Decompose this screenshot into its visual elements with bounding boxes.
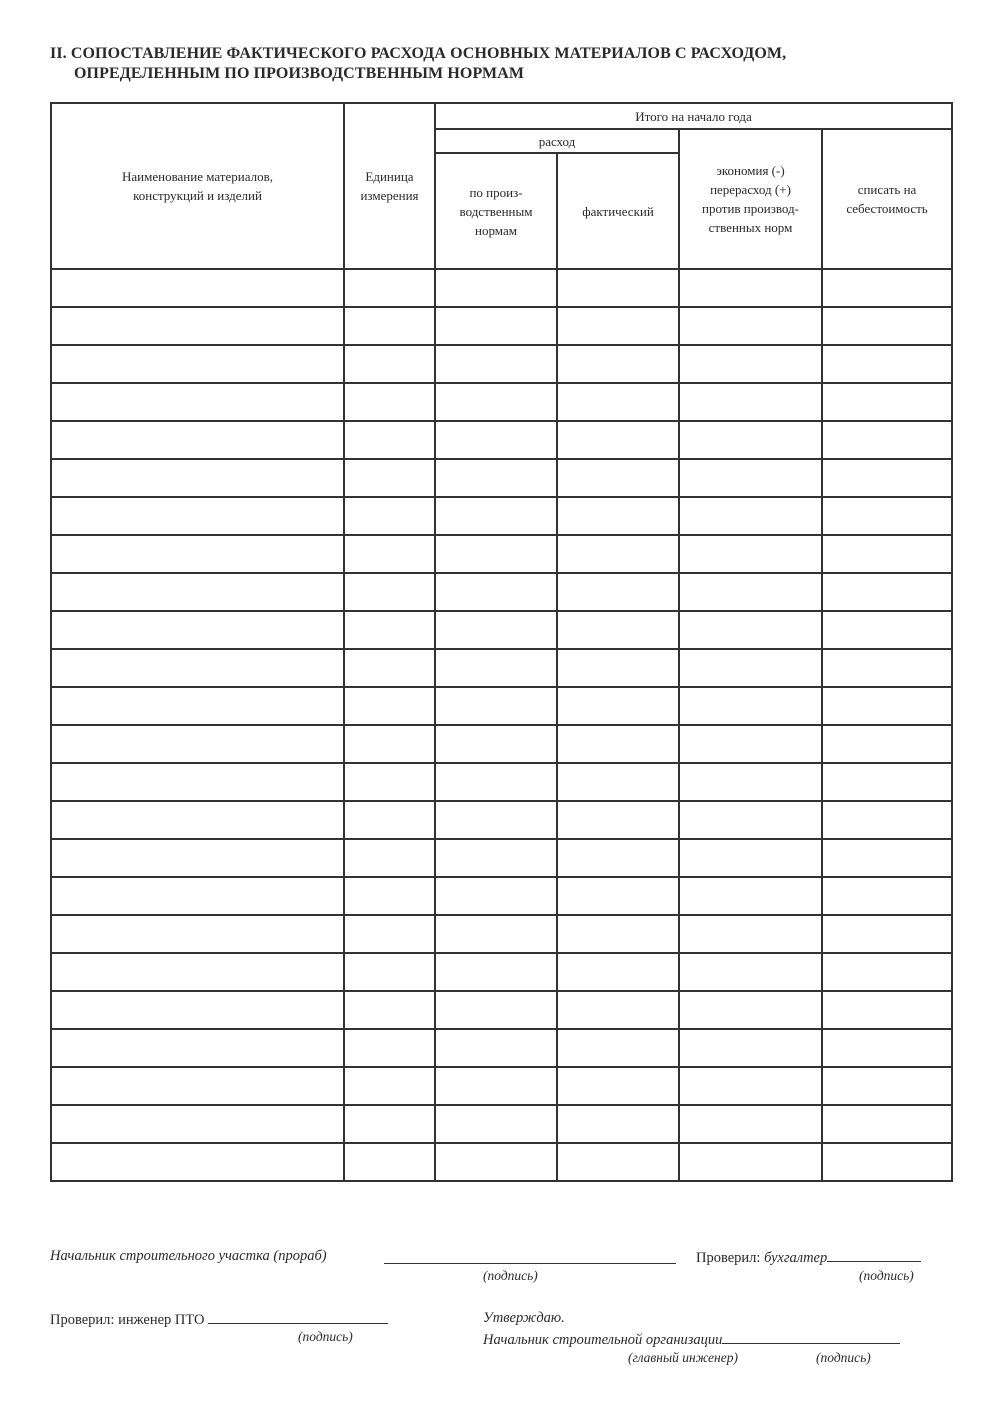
materials-table: [50, 102, 953, 1182]
table-cell[interactable]: [679, 573, 822, 611]
table-cell[interactable]: [51, 1143, 344, 1181]
table-cell[interactable]: [435, 497, 557, 535]
table-row: [51, 1143, 952, 1181]
table-cell[interactable]: [51, 1067, 344, 1105]
table-row: [51, 1029, 952, 1067]
table-cell[interactable]: [557, 801, 679, 839]
table-cell[interactable]: [557, 1029, 679, 1067]
table-cell[interactable]: [435, 953, 557, 991]
header-total-start-year: Итого на начало года: [435, 103, 952, 129]
table-row: [51, 801, 952, 839]
table-cell[interactable]: [822, 1105, 952, 1143]
table-row: [51, 421, 952, 459]
page-title: [50, 44, 950, 84]
table-cell[interactable]: [679, 877, 822, 915]
table-cell[interactable]: [344, 801, 435, 839]
table-cell[interactable]: [679, 459, 822, 497]
table-cell[interactable]: [679, 307, 822, 345]
table-cell[interactable]: [557, 649, 679, 687]
table-cell[interactable]: [435, 573, 557, 611]
table-row: [51, 573, 952, 611]
table-row: [51, 953, 952, 991]
table-cell[interactable]: [557, 307, 679, 345]
table-cell[interactable]: [435, 1067, 557, 1105]
table-cell[interactable]: [557, 345, 679, 383]
site-chief-label: Начальник строительного участка (прораб): [50, 1248, 327, 1264]
table-cell[interactable]: [344, 687, 435, 725]
table-cell[interactable]: [679, 497, 822, 535]
table-cell[interactable]: [679, 1029, 822, 1067]
table-row: [51, 535, 952, 573]
table-cell[interactable]: [679, 535, 822, 573]
table-cell[interactable]: [822, 953, 952, 991]
table-row: [51, 687, 952, 725]
table-cell[interactable]: [557, 459, 679, 497]
table-row: [51, 877, 952, 915]
table-row: [51, 725, 952, 763]
table-cell[interactable]: [822, 497, 952, 535]
table-cell[interactable]: [557, 1105, 679, 1143]
table-cell[interactable]: [679, 383, 822, 421]
table-row: [51, 497, 952, 535]
table-cell[interactable]: [51, 877, 344, 915]
table-row: [51, 269, 952, 307]
table-cell[interactable]: [822, 535, 952, 573]
table-cell[interactable]: [344, 573, 435, 611]
table-cell[interactable]: [344, 345, 435, 383]
table-cell[interactable]: [51, 383, 344, 421]
header-consumption: расход: [435, 129, 679, 153]
table-cell[interactable]: [435, 877, 557, 915]
table-cell[interactable]: [51, 573, 344, 611]
table-cell[interactable]: [344, 991, 435, 1029]
table-cell[interactable]: [822, 421, 952, 459]
header-by-norms: по произ-водственным нормам: [435, 153, 557, 269]
table-cell[interactable]: [51, 991, 344, 1029]
engineer-signature-line[interactable]: [208, 1310, 388, 1324]
table-cell[interactable]: [435, 763, 557, 801]
table-cell[interactable]: [344, 877, 435, 915]
table-cell[interactable]: [822, 269, 952, 307]
table-row: [51, 649, 952, 687]
table-row: [51, 839, 952, 877]
header-material-name: Наименование материалов, конструкций и изделий: [51, 103, 344, 269]
table-cell[interactable]: [822, 573, 952, 611]
table-cell[interactable]: [679, 915, 822, 953]
table-cell[interactable]: [344, 535, 435, 573]
table-cell[interactable]: [51, 725, 344, 763]
table-cell[interactable]: [557, 497, 679, 535]
header-unit: Единица измерения: [344, 103, 435, 269]
table-cell[interactable]: [344, 725, 435, 763]
table-cell[interactable]: [435, 991, 557, 1029]
header-write-off: списать на себестоимость: [822, 129, 952, 269]
table-cell[interactable]: [344, 1105, 435, 1143]
table-cell[interactable]: [435, 345, 557, 383]
table-cell[interactable]: [557, 725, 679, 763]
table-cell[interactable]: [344, 1143, 435, 1181]
table-cell[interactable]: [51, 953, 344, 991]
org-chief-text: Начальник строительной организации: [483, 1332, 723, 1348]
org-chief-label: [483, 1330, 900, 1349]
table-cell[interactable]: [435, 687, 557, 725]
table-cell[interactable]: [822, 877, 952, 915]
table-cell[interactable]: [51, 459, 344, 497]
table-cell[interactable]: [557, 383, 679, 421]
table-cell[interactable]: [822, 649, 952, 687]
table-row: [51, 1067, 952, 1105]
table-cell[interactable]: [557, 421, 679, 459]
table-cell[interactable]: [344, 383, 435, 421]
table-cell[interactable]: [822, 915, 952, 953]
table-row: [51, 307, 952, 345]
table-cell[interactable]: [557, 991, 679, 1029]
checked-accountant-role: бухгалтер: [764, 1250, 828, 1266]
table-cell[interactable]: [435, 801, 557, 839]
org-chief-caption: (подпись): [816, 1350, 871, 1365]
table-cell[interactable]: [822, 839, 952, 877]
table-cell[interactable]: [435, 1143, 557, 1181]
checked-accountant-prefix: Проверил:: [696, 1250, 761, 1266]
table-cell[interactable]: [679, 649, 822, 687]
table-cell[interactable]: [679, 839, 822, 877]
table-row: [51, 345, 952, 383]
table-cell[interactable]: [822, 1143, 952, 1181]
table-cell[interactable]: [679, 801, 822, 839]
table-cell[interactable]: [435, 535, 557, 573]
table-cell[interactable]: [822, 459, 952, 497]
table-cell[interactable]: [822, 611, 952, 649]
site-chief-caption: (подпись): [483, 1268, 538, 1283]
table-cell[interactable]: [344, 307, 435, 345]
table-cell[interactable]: [435, 459, 557, 497]
table-cell[interactable]: [344, 269, 435, 307]
table-cell[interactable]: [51, 269, 344, 307]
table-row: [51, 459, 952, 497]
table-row: [51, 991, 952, 1029]
table-cell[interactable]: [435, 421, 557, 459]
site-chief-signature-line[interactable]: [384, 1250, 676, 1264]
table-cell[interactable]: [822, 725, 952, 763]
table-cell[interactable]: [679, 1105, 822, 1143]
table-cell[interactable]: [557, 611, 679, 649]
table-row: [51, 611, 952, 649]
table-cell[interactable]: [557, 1143, 679, 1181]
table-cell[interactable]: [344, 1067, 435, 1105]
table-cell[interactable]: [344, 611, 435, 649]
header-economy-overrun: экономия (-) перерасход (+) против производ-ственных норм: [679, 129, 822, 269]
approve-label: Утверждаю.: [483, 1310, 565, 1326]
table-cell[interactable]: [679, 763, 822, 801]
table-row: [51, 915, 952, 953]
accountant-signature-line[interactable]: [827, 1248, 921, 1262]
table-cell[interactable]: [822, 763, 952, 801]
table-cell[interactable]: [557, 915, 679, 953]
table-cell[interactable]: [344, 915, 435, 953]
table-cell[interactable]: [679, 269, 822, 307]
table-cell[interactable]: [557, 1067, 679, 1105]
checked-accountant-label: [696, 1248, 921, 1267]
checked-engineer-text: Проверил: инженер ПТО: [50, 1312, 205, 1328]
table-cell[interactable]: [435, 839, 557, 877]
engineer-caption: (подпись): [298, 1329, 353, 1344]
table-cell[interactable]: [344, 953, 435, 991]
table-cell[interactable]: [435, 649, 557, 687]
table-cell[interactable]: [51, 535, 344, 573]
table-cell[interactable]: [557, 573, 679, 611]
table-cell[interactable]: [435, 1029, 557, 1067]
table-cell[interactable]: [51, 307, 344, 345]
table-cell[interactable]: [557, 839, 679, 877]
title-line-1: II. СОПОСТАВЛЕНИЕ ФАКТИЧЕСКОГО РАСХОДА ОСНОВНЫХ МАТЕРИАЛОВ С РАСХОДОМ,: [50, 45, 787, 62]
table-row: [51, 1105, 952, 1143]
table-cell[interactable]: [51, 611, 344, 649]
table-cell[interactable]: [51, 801, 344, 839]
table-cell[interactable]: [822, 1067, 952, 1105]
table-cell[interactable]: [344, 421, 435, 459]
table-cell[interactable]: [679, 953, 822, 991]
table-cell[interactable]: [435, 611, 557, 649]
table-cell[interactable]: [679, 1067, 822, 1105]
table-cell[interactable]: [344, 649, 435, 687]
table-cell[interactable]: [51, 649, 344, 687]
table-cell[interactable]: [679, 421, 822, 459]
table-cell[interactable]: [435, 269, 557, 307]
table-cell[interactable]: [557, 953, 679, 991]
table-cell[interactable]: [822, 383, 952, 421]
table-cell[interactable]: [435, 383, 557, 421]
table-cell[interactable]: [344, 459, 435, 497]
table-cell[interactable]: [557, 269, 679, 307]
header-actual: фактический: [557, 153, 679, 269]
table-cell[interactable]: [679, 345, 822, 383]
table-cell[interactable]: [679, 1143, 822, 1181]
table-cell[interactable]: [51, 687, 344, 725]
table-cell[interactable]: [435, 1105, 557, 1143]
table-row: [51, 383, 952, 421]
table-cell[interactable]: [679, 687, 822, 725]
table-cell[interactable]: [435, 307, 557, 345]
table-cell[interactable]: [51, 1105, 344, 1143]
table-cell[interactable]: [822, 991, 952, 1029]
title-line-2: ОПРЕДЕЛЕННЫМ ПО ПРОИЗВОДСТВЕННЫМ НОРМАМ: [74, 65, 525, 82]
table-cell[interactable]: [344, 497, 435, 535]
table-cell[interactable]: [822, 687, 952, 725]
table-cell[interactable]: [679, 991, 822, 1029]
table-cell[interactable]: [557, 687, 679, 725]
table-cell[interactable]: [51, 497, 344, 535]
chief-engineer-caption: (главный инженер): [628, 1350, 738, 1365]
table-cell[interactable]: [51, 763, 344, 801]
table-cell[interactable]: [435, 915, 557, 953]
table-cell[interactable]: [679, 725, 822, 763]
checked-engineer-label: [50, 1310, 388, 1329]
table-cell[interactable]: [344, 1029, 435, 1067]
table-cell[interactable]: [679, 611, 822, 649]
table-cell[interactable]: [822, 345, 952, 383]
table-cell[interactable]: [344, 763, 435, 801]
table-cell[interactable]: [557, 535, 679, 573]
table-row: [51, 763, 952, 801]
table-cell[interactable]: [51, 345, 344, 383]
table-cell[interactable]: [51, 915, 344, 953]
accountant-caption: (подпись): [859, 1268, 914, 1283]
table-cell[interactable]: [51, 839, 344, 877]
table-cell[interactable]: [557, 877, 679, 915]
table-cell[interactable]: [344, 839, 435, 877]
table-cell[interactable]: [557, 763, 679, 801]
table-cell[interactable]: [51, 421, 344, 459]
table-cell[interactable]: [822, 1029, 952, 1067]
table-cell[interactable]: [822, 307, 952, 345]
org-chief-signature-line[interactable]: [722, 1330, 900, 1344]
table-cell[interactable]: [51, 1029, 344, 1067]
table-cell[interactable]: [822, 801, 952, 839]
table-cell[interactable]: [435, 725, 557, 763]
